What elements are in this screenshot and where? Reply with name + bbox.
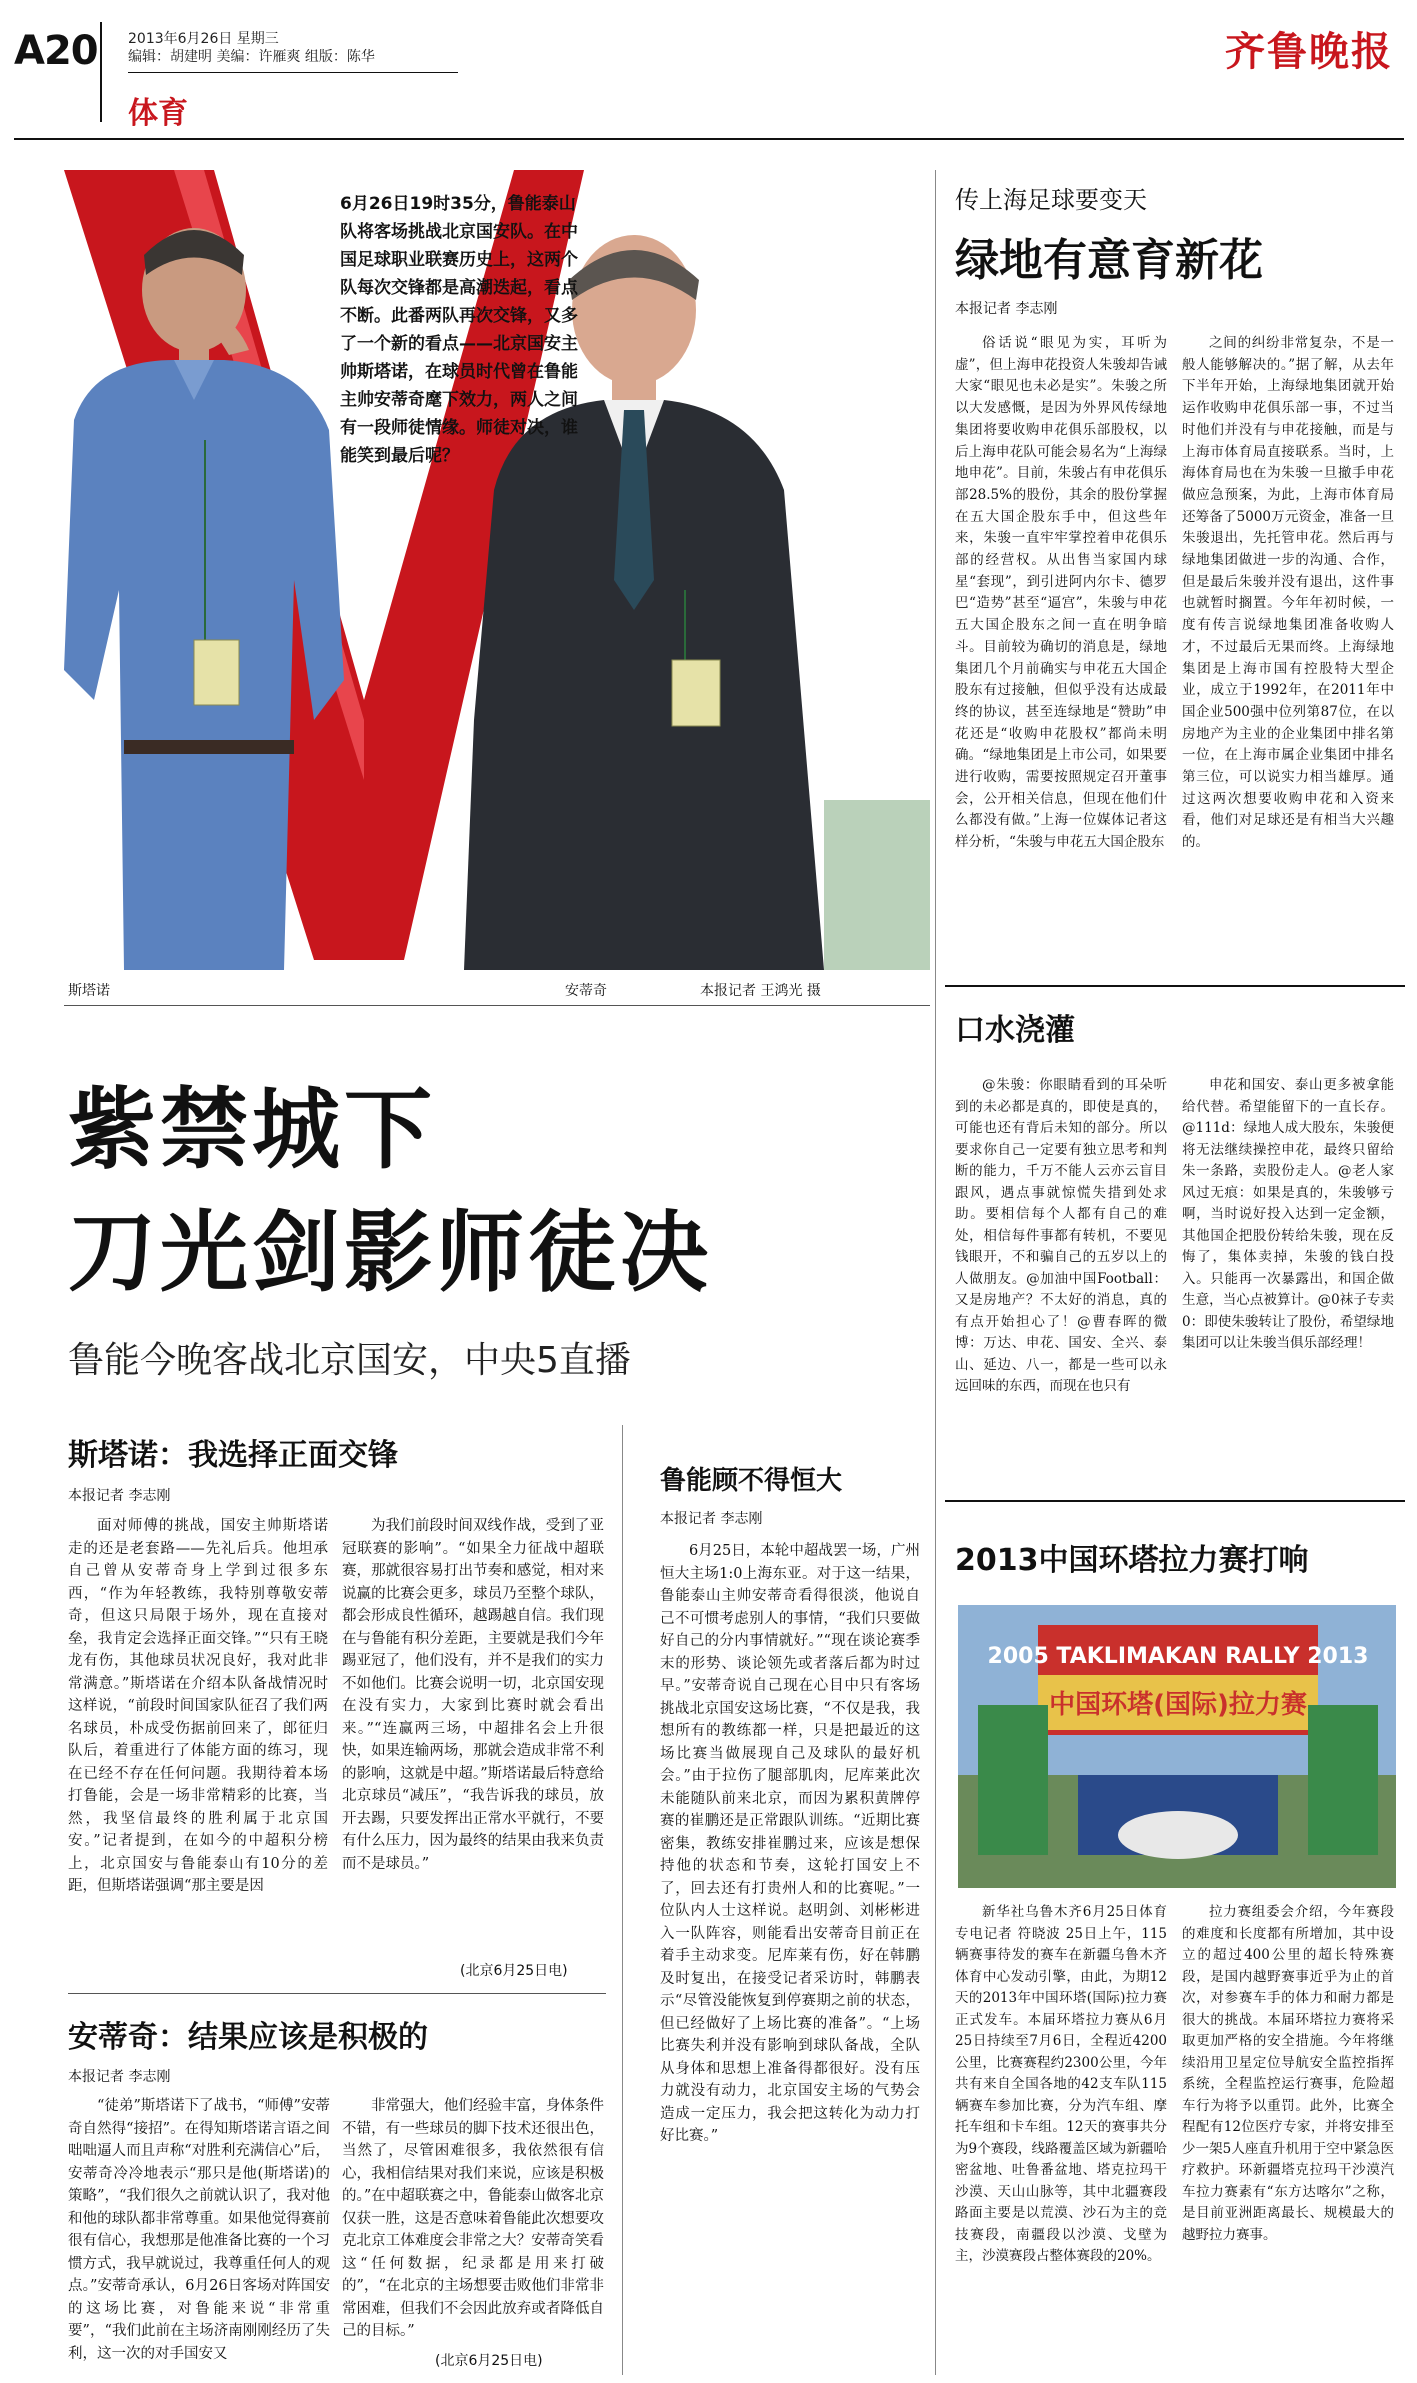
article1-byline: 本报记者 李志刚 [68,1488,171,1504]
article3-source: (北京6月25日电) [435,2353,543,2369]
article3-col2 [342,2095,604,2345]
right1-col2-text: 之间的纠纷非常复杂，不是一般人能够解决的。”据了解，从去年下半年开始，上海绿地集团就开始运作收购申花俱乐部一事，不过当时他们并没有与申花接触，而是与上海市体育局直接联系。当时，上海体育局也在为朱骏一旦撤手申花做应急预案，为此，上海市体育局还筹备了5000万元资金，准备一旦朱骏退出，先托管申花。然后再与绿地集团做进一步的沟通、合作，但是最后朱骏并没有退出，这件事也就暂时搁置。今年年初时候，一度有传言说绿地集团准备收购人才，不过最后无果而终。上海绿地集团是上海市国有控股特大型企业，成立于1992年，在2011年中国企业500强中位列第87位，在以房地产为主业的企业集团中排名第一位，在上海市属企业集团中排名第三位，可以说实力相当雄厚。通过这两次想要收购申花和入资来看，他们对足球还是有相当大兴趣的。 [1182,335,1394,851]
photo-caption-mid: 安蒂奇 [565,983,607,999]
right1-col1 [955,333,1167,965]
header-date: 2013年6月26日 星期三 [128,31,279,47]
newspaper-logo: 齐鲁晚报 [1225,28,1393,75]
photo-caption-left: 斯塔诺 [68,983,110,999]
headline-line2: 刀光剑影师徒决 [68,1201,713,1304]
rally-photo-illustration [958,1605,1396,1888]
right3-col2 [1182,1902,1394,2372]
article3-col1-text: “徒弟”斯塔诺下了战书，“师傅”安蒂奇自然得“接招”。在得知斯塔诺言语之间咄咄逼人而且声称“对胜利充满信心”后，安蒂奇冷冷地表示“那只是他(斯塔诺)的策略”，“我们很久之前就认识了，我对他和他的球队都非常尊重。如果他觉得赛前很有信心，我想那是他准备比赛的一个习惯方式，我早就说过，我尊重任何人的观点。”安蒂奇承认，6月26日客场对阵国安的这场比赛，对鲁能来说“非常重要”，“我们此前在主场济南刚刚经历了失利，这一次的对手国安又 [68,2098,330,2362]
rally-banner-text1: 2005 TAKLIMAKAN RALLY 2013 [987,1644,1369,1669]
article3-title: 安蒂奇：结果应该是积极的 [68,2020,428,2055]
article2-text: 6月25日，本轮中超战罢一场，广州恒大主场1:0上海东亚。对于这一结果，鲁能泰山主帅安蒂奇看得很淡，他说自己不可惯考虑别人的事情，“我们只要做好自己的分内事情就好。”“现在谈论赛季末的形势、谈论领先或者落后都为时过早。”安蒂奇说自己现在心目中只有客场挑战北京国安这场比赛，“不仅是我，我想所有的教练都一样，只是把最近的这场比赛当做展现自己及球队的最好机会。”由于拉伤了腿部肌肉，尼库莱此次未能随队前来北京，而因为累积黄牌停赛的崔鹏还是正常跟队训练。“近期比赛密集，教练安排崔鹏过来，应该是想保持他的状态和节奏，这轮打国安上不了，回去还有打贵州人和的比赛呢。”一位队内人士这样说。赵明剑、刘彬彬进入一队阵容，则能看出安蒂奇目前正在着手主动求变。尼库莱有伤，好在韩鹏及时复出，在接受记者采访时，韩鹏表示“尽管没能恢复到停赛期之前的状态，但已经做好了上场比赛的准备”。“上场比赛失利并没有影响到球队备战，全队从身体和思想上准备得都很好。没有压力就没有动力，北京国安主场的气势会造成一定压力，我会把这转化为动力打好比赛。” [660,1543,920,2144]
right1-col1-text: 俗话说“眼见为实，耳听为虚”，但上海申花投资人朱骏却告诫大家“眼见也未必是实”。朱骏之所以大发感慨，是因为外界风传绿地集团将要收购申花俱乐部股权，以后上海申花队可能会易名为“上海绿地申花”。目前，朱骏占有申花俱乐部28.5%的股份，其余的股份掌握在五大国企股东手中，但这些年来，朱骏一直牢牢掌控着申花俱乐部的经营权。从出售当家国内球星“套现”，到引进阿内尔卡、德罗巴“造势”甚至“逼宫”，朱骏与申花五大国企股东之间一直在明争暗斗。目前较为确切的消息是，绿地集团几个月前确实与申花五大国企股东有过接触，但似乎没有达成最终的协议，甚至连绿地是“赞助”申花还是“收购申花股权”都尚未明确。“绿地集团是上市公司，如果要进行收购，需要按照规定召开董事会，公开相关信息，但现在他们什么都没有做。”上海一位媒体记者这样分析，“朱骏与申花五大国企股东 [955,335,1167,851]
article1-col1 [68,1515,328,1990]
right2-col1-text: @朱骏：你眼睛看到的耳朵听到的未必都是真的，即使是真的，可能也还有背后未知的部分。所以要求你自己一定要有独立思考和判断的能力，千万不能人云亦云盲目跟风，遇点事就惊慌失措到处求助。要相信每个人都有自己的难处，相信每件事都有转机，不要见钱眼开，不和骗自己的五岁以上的人做朋友。@加油中国Football：又是房地产？不太好的消息，真的有点开始担心了！@曹春晖的微博：万达、申花、国安、全兴、泰山、延边、八一，都是一些可以永远回味的东西，而现在也只有 [955,1077,1167,1394]
article2-divider [622,1425,623,2375]
right2-col2-text: 申花和国安、泰山更多被拿能给代替。希望能留下的一直长存。@111d：绿地人成大股东，朱骏便将无法继续操控申花，最终只留给朱一条路，卖股份走人。@老人家风过无痕：如果是真的，朱骏够亏啊，当时说好投入达到一定金额，其他国企把股份转给朱骏，现在反悔了，集体卖掉，朱骏的钱白投入。只能再一次暴露出，和国企做生意，当心点被算计。@0袜子专卖0：即使朱骏转让了股份，希望绿地集团可以让朱骏当俱乐部经理！ [1182,1077,1394,1351]
right1-title: 绿地有意育新花 [955,235,1263,286]
right3-title: 2013中国环塔拉力赛打响 [955,1543,1309,1578]
right3-col1 [955,1902,1167,2372]
article1-col2-text: 为我们前段时间双线作战，受到了亚冠联赛的影响”。“如果全力征战中超联赛，那就很容易打出节奏和感觉，相对来说赢的比赛会更多，球员乃至整个球队，都会形成良性循环，越踢越自信。我们现在与鲁能有积分差距，主要就是我们今年踢亚冠了，他们没有，并不是我们的实力不如他们。比赛会说明一切，北京国安现在没有实力，大家到比赛时就会看出来。”“连赢两三场，中超排名会上升很快，如果连输两场，那就会造成非常不利的影响，这就是中超。”斯塔诺最后特意给北京球员“减压”，“我告诉我的球员，放开去踢，只要发挥出正常水平就行，不要有什么压力，因为最终的结果由我来负责而不是球员。” [342,1518,604,1872]
rally-banner-text2: 中国环塔(国际)拉力赛 [1049,1690,1307,1720]
page-number: A20 [14,28,98,74]
photo-credit: 本报记者 王鸿光 摄 [700,983,821,999]
headline-line1: 紫禁城下 [68,1078,437,1181]
article3-col2-text: 非常强大，他们经验丰富，身体条件不错，有一些球员的脚下技术还很出色，当然了，尽管困难很多，我依然很有信心，我相信结果对我们来说，应该是积极的。”在中超联赛之中，鲁能泰山做客北京仅获一胜，这是否意味着鲁能此次想要攻克北京工体难度会非常之大？安蒂奇笑看这“任何数据，纪录都是用来打破的”，“在北京的主场想要击败他们非常非常困难，但我们不会因此放弃或者降低自己的目标。” [342,2098,604,2339]
caption-rule [64,1005,930,1006]
article2-byline: 本报记者 李志刚 [660,1511,763,1527]
header-rule [14,138,1404,140]
article3-byline: 本报记者 李志刚 [68,2069,171,2085]
right2-col2 [1182,1075,1394,1475]
article1-source: (北京6月25日电) [460,1963,568,1979]
header-meta-rule [128,72,458,73]
lead-intro: 6月26日19时35分，鲁能泰山队将客场挑战北京国安队。在中国足球职业联赛历史上，这两个队每次交锋都是高潮迭起，看点不断。此番两队再次交锋，又多了一个新的看点——北京国安主帅斯塔诺，在球员时代曾在鲁能主帅安蒂奇麾下效力，两人之间有一段师徒情缘。师徒对决，谁能笑到最后呢？ [340,194,578,466]
right3-col2-text: 拉力赛组委会介绍，今年赛段的难度和长度都有所增加，其中设立的超过400公里的超长特殊赛段，是国内越野赛事近乎为止的首次，对参赛车手的体力和耐力都是很大的挑战。本届环塔拉力赛将采取更加严格的安全措施。今年将继续沿用卫星定位导航安全监控指挥系统，全程监控运行赛事，危险超车行为将予以重罚。此外，比赛全程配有12位医疗专家，并将安排至少一架5人座直升机用于空中紧急医疗救护。环新疆塔克拉玛干沙漠汽车拉力赛素有“东方达喀尔”之称，是目前亚洲距离最长、规模最大的越野拉力赛事。 [1182,1904,1394,2243]
right2-title: 口水浇灌 [955,1013,1075,1048]
article1-col1-text: 面对师傅的挑战，国安主帅斯塔诺走的还是老套路——先礼后兵。他坦承自己曾从安蒂奇身上学到过很多东西，“作为年轻教练，我特别尊敬安蒂奇，但这只局限于场外，现在直接对垒，我肯定会选择正面交锋。”“只有王晓龙有伤，其他球员状况良好，我对此非常满意。”斯塔诺在介绍本队备战情况时这样说，“前段时间国家队征召了我们两名球员，朴成受伤据前回来了，郎征归队后，着重进行了体能方面的练习，现在已经不存在任何问题。我期待着本场打鲁能，会是一场非常精彩的比赛，当然，我坚信最终的胜利属于北京国安。”记者提到，在如今的中超积分榜上，北京国安与鲁能泰山有10分的差距，但斯塔诺强调“那主要是因 [68,1518,328,1894]
section-name: 体育 [128,96,188,131]
article1-title: 斯塔诺：我选择正面交锋 [68,1438,398,1473]
article1-col2 [342,1515,604,1955]
right-column-divider [935,170,936,2375]
right1-col2 [1182,333,1394,965]
right1-kicker: 传上海足球要变天 [955,186,1147,214]
header-meta [128,30,375,66]
header-divider [100,22,102,122]
article2-title: 鲁能顾不得恒大 [660,1466,843,1496]
right1-byline: 本报记者 李志刚 [955,301,1058,317]
right2-rule [945,985,1405,987]
article3-col1 [68,2095,330,2375]
subheadline: 鲁能今晚客战北京国安，中央5直播 [68,1340,631,1381]
header-editors: 编辑：胡建明 美编：许雁爽 组版：陈华 [128,49,375,65]
rally-photo [958,1605,1396,1888]
right3-col1-text: 新华社乌鲁木齐6月25日体育专电记者 符晓波 25日上午，115辆赛事待发的赛车在新疆乌鲁木齐体育中心发动引擎，由此，为期12天的2013年中国环塔(国际)拉力赛正式发车。本届环塔拉力赛从6月25日持续至7月6日，全程近4200公里，比赛赛程约2300公里，今年共有来自全国各地的42支车队115辆赛车参加比赛，分为汽车组、摩托车组和卡车组。12天的赛事共分为9个赛段，线路覆盖区域为新疆哈密盆地、吐鲁番盆地、塔克拉玛干沙漠、天山山脉等，其中北疆赛段路面主要是以荒漠、沙石为主的竞技赛段，南疆段以沙漠、戈壁为主，沙漠赛段占整体赛段的20%。 [955,1904,1167,2264]
article1-rule [68,1993,606,1994]
article2-body [660,1540,920,2368]
right3-rule [945,1500,1405,1502]
right2-col1 [955,1075,1167,1475]
